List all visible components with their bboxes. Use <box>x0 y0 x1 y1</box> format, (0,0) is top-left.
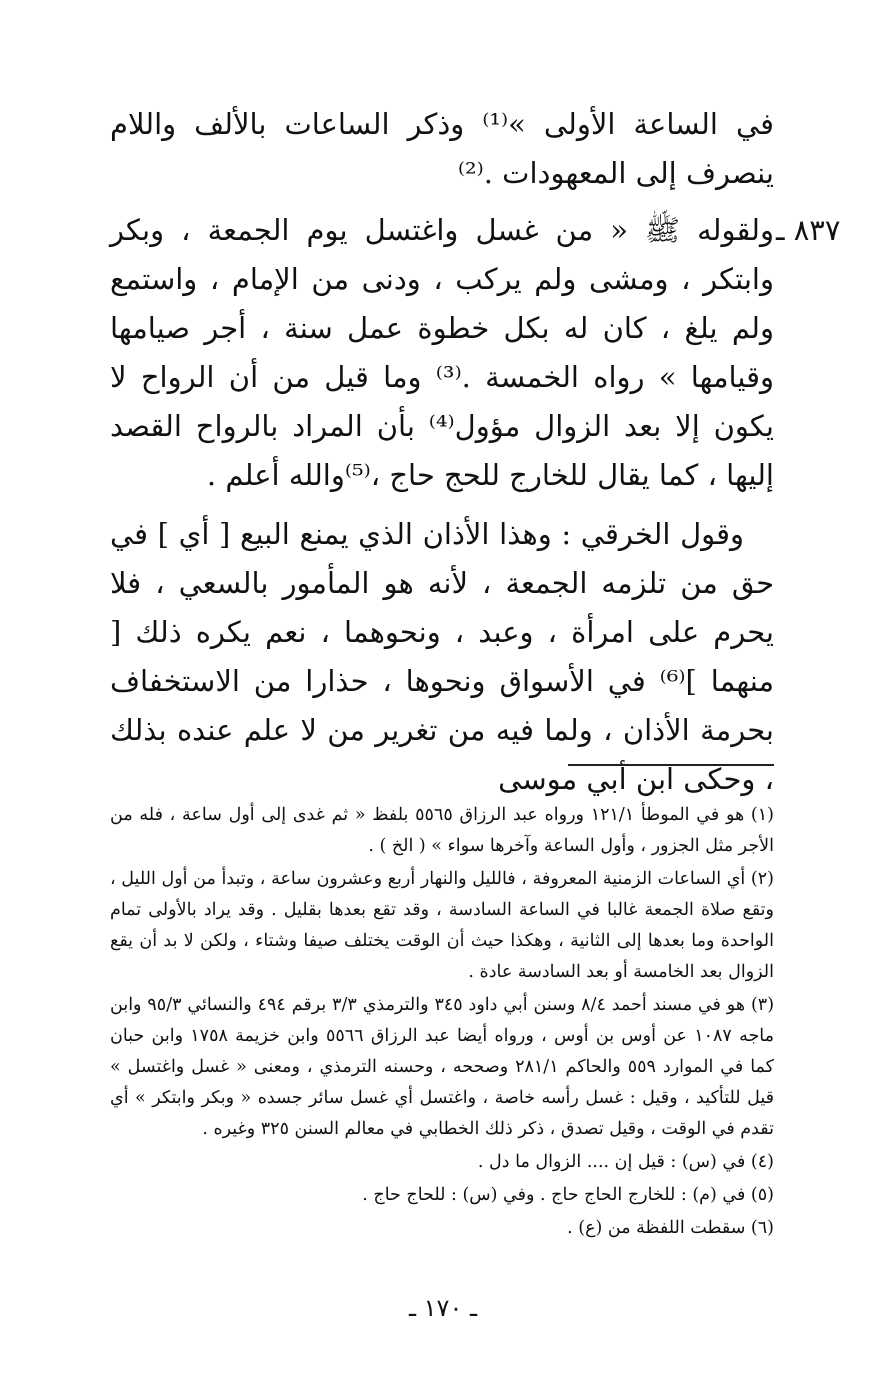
commentary-paragraph: وقول الخرقي : وهذا الأذان الذي يمنع البيع [ أي ] في حق من تلزمه الجمعة ، لأنه هو المأمور بالسعي ، فلا يحرم على امرأة ، وعبد ، ونحوهما ، نعم يكره ذلك [ منهما ]⁽⁶⁾ في الأسواق ونحوها ، حذارا من الاستخفاف بحرمة الأذان ، ولما فيه من تغرير من لا علم عنده بذلك ، وحكى ابن أبي موسى <box>110 517 774 796</box>
hadith-number: ٨٣٧ ـ <box>776 213 841 247</box>
intro-paragraph: في الساعة الأولى »⁽¹⁾ وذكر الساعات بالألف واللام ينصرف إلى المعهودات .⁽²⁾ <box>110 107 774 190</box>
footnotes <box>110 800 774 1244</box>
footnote-2: (٢) أي الساعات الزمنية المعروفة ، فالليل والنهار أربع وعشرون ساعة ، وتبدأ من أول الليل ، وتقع صلاة الجمعة غالبا في الساعة السادسة ، وقد تقع بعدها بقليل . وقد يراد بالأولى تمام الواحدة وما بعدها إلى الثانية ، وهكذا حيث أن الوقت يختلف صيفا وشتاء ، ولكن لا بد أن يقع الزوال بعد الخامسة أو بعد السادسة عادة . <box>110 869 774 982</box>
footnote-4: (٤) في (س) : قيل إن .... الزوال ما دل . <box>477 1152 774 1172</box>
hadith-paragraph: ولقوله ﷺ « من غسل واغتسل يوم الجمعة ، وبكر وابتكر ، ومشى ولم يركب ، ودنى من الإمام ، واستمع ولم يلغ ، كان له بكل خطوة عمل سنة ، أجر صيامها وقيامها » رواه الخمسة .⁽³⁾ وما قيل من أن الرواح لا يكون إلا بعد الزوال مؤول⁽⁴⁾ بأن المراد بالرواح القصد إليها ، كما يقال للخارج للحج حاج ،⁽⁵⁾والله أعلم . <box>110 213 775 492</box>
main-text <box>110 100 841 804</box>
footnote-5: (٥) في (م) : للخارج الحاج حاج . وفي (س) : للحاج حاج . <box>362 1185 774 1205</box>
page-number: ـ ١٧٠ ـ <box>408 1294 477 1322</box>
footnote-divider <box>568 764 774 766</box>
footnote-1: (١) هو في الموطأ ١٢١/١ ورواه عبد الرزاق ٥٥٦٥ بلفظ « ثم غدى إلى أول ساعة ، فله من الأجر مثل الجزور ، وأول الساعة وآخرها سواء » ( الخ ) . <box>110 805 774 856</box>
footnote-3: (٣) هو في مسند أحمد ٨/٤ وسنن أبي داود ٣٤٥ والترمذي ٣/٣ برقم ٤٩٤ والنسائي ٩٥/٣ وابن ماجه ١٠٨٧ عن أوس بن أوس ، ورواه أيضا عبد الرزاق ٥٥٦٦ وابن خزيمة ١٧٥٨ وابن حبان كما في الموارد ٥٥٩ والحاكم ٢٨١/١ وصححه ، وحسنه الترمذي ، ومعنى « غسل واغتسل » قيل للتأكيد ، وقيل : غسل رأسه خاصة ، واغتسل أي غسل سائر جسده « وبكر وابتكر » أي تقدم في الوقت ، وقيل تصدق ، ذكر ذلك الخطابي في معالم السنن ٣٢٥ وغيره . <box>110 995 775 1139</box>
footnote-6: (٦) سقطت اللفظة من (ع) . <box>567 1218 774 1238</box>
hadith-block <box>110 206 841 500</box>
